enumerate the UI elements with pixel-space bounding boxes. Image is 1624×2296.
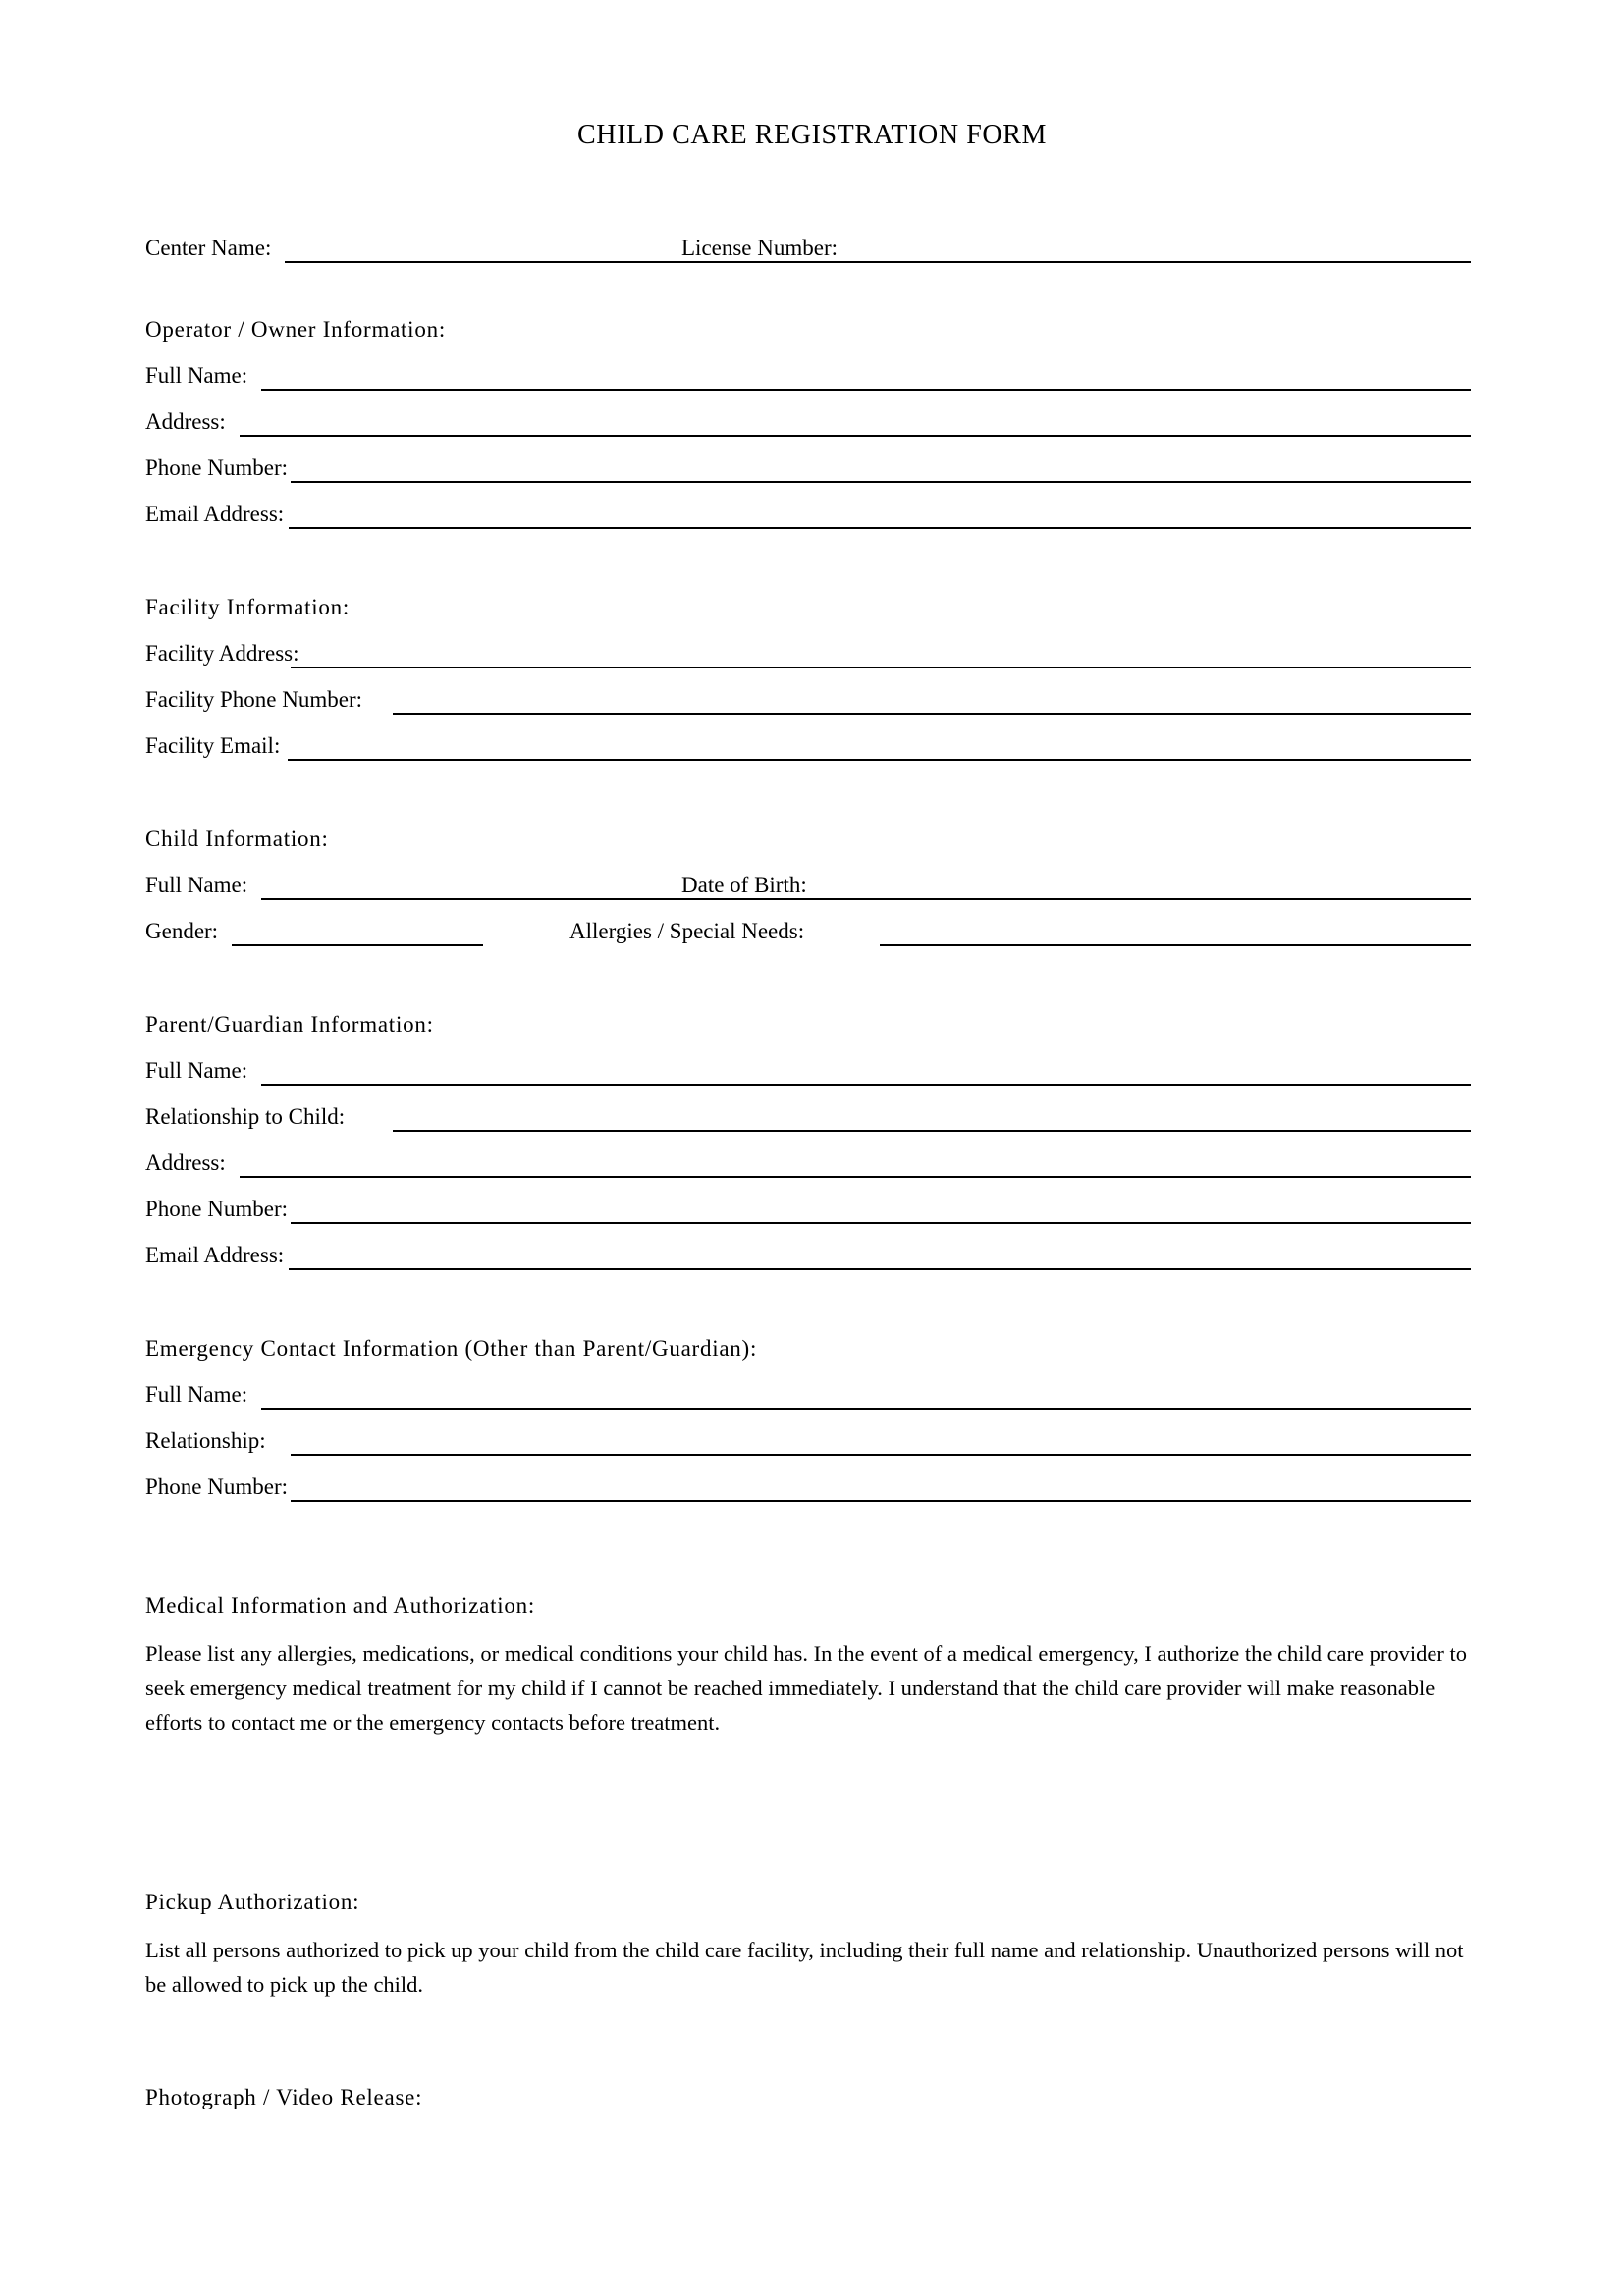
emergency-relationship-label: Relationship: bbox=[145, 1428, 266, 1453]
emergency-full-name-label: Full Name: bbox=[145, 1382, 248, 1407]
row-parent-relationship bbox=[145, 1104, 1471, 1138]
parent-address-input-line[interactable] bbox=[240, 1176, 1471, 1178]
facility-address-label: Facility Address: bbox=[145, 641, 299, 666]
operator-address-label: Address: bbox=[145, 409, 226, 434]
medical-authorization-paragraph: Please list any allergies, medications, or medical conditions your child has. In the event of a medical emergency, I authorize the child care provider to seek emergency medical treatment for my child if I cannot be reached immediately. I understand that the child care provider will make reasonable efforts to contact me or the emergency contacts before treatment. bbox=[145, 1641, 1468, 1735]
row-operator-phone bbox=[145, 455, 1471, 489]
row-parent-phone bbox=[145, 1197, 1471, 1230]
parent-relationship-label: Relationship to Child: bbox=[145, 1104, 346, 1129]
row-parent-email bbox=[145, 1243, 1471, 1276]
emergency-phone-input-line[interactable] bbox=[291, 1500, 1471, 1502]
center-name-input-line[interactable] bbox=[285, 261, 1471, 263]
child-allergies-label: Allergies / Special Needs: bbox=[569, 919, 805, 943]
facility-phone-input-line[interactable] bbox=[393, 713, 1471, 715]
parent-full-name-input-line[interactable] bbox=[261, 1084, 1471, 1086]
child-gender-input-line[interactable] bbox=[232, 944, 483, 946]
section-heading-photo-release: Photograph / Video Release: bbox=[145, 2085, 423, 2109]
child-full-name-input-line[interactable] bbox=[261, 898, 1471, 900]
row-operator-email bbox=[145, 502, 1471, 535]
parent-address-label: Address: bbox=[145, 1150, 226, 1175]
operator-phone-input-line[interactable] bbox=[291, 481, 1471, 483]
emergency-phone-label: Phone Number: bbox=[145, 1474, 289, 1499]
operator-phone-label: Phone Number: bbox=[145, 455, 289, 480]
operator-address-input-line[interactable] bbox=[240, 435, 1471, 437]
facility-phone-label: Facility Phone Number: bbox=[145, 687, 363, 712]
operator-email-input-line[interactable] bbox=[289, 527, 1471, 529]
operator-full-name-label: Full Name: bbox=[145, 363, 248, 388]
section-heading-child: Child Information: bbox=[145, 827, 329, 851]
parent-full-name-label: Full Name: bbox=[145, 1058, 248, 1083]
row-emergency-full-name bbox=[145, 1382, 1471, 1415]
row-child-name-dob bbox=[145, 873, 1471, 906]
row-emergency-phone bbox=[145, 1474, 1471, 1508]
section-heading-pickup: Pickup Authorization: bbox=[145, 1890, 360, 1914]
row-parent-address bbox=[145, 1150, 1471, 1184]
emergency-full-name-input-line[interactable] bbox=[261, 1408, 1471, 1410]
parent-email-input-line[interactable] bbox=[289, 1268, 1471, 1270]
facility-address-input-line[interactable] bbox=[291, 667, 1471, 668]
child-allergies-input-line[interactable] bbox=[880, 944, 1471, 946]
row-operator-full-name bbox=[145, 363, 1471, 397]
section-heading-emergency: Emergency Contact Information (Other than Parent/Guardian): bbox=[145, 1336, 758, 1361]
child-dob-label: Date of Birth: bbox=[677, 873, 811, 898]
parent-phone-label: Phone Number: bbox=[145, 1197, 289, 1221]
row-facility-address bbox=[145, 641, 1471, 674]
child-full-name-label: Full Name: bbox=[145, 873, 248, 897]
section-heading-medical: Medical Information and Authorization: bbox=[145, 1593, 536, 1618]
child-gender-label: Gender: bbox=[145, 919, 219, 943]
row-parent-full-name bbox=[145, 1058, 1471, 1092]
row-child-gender-allergies bbox=[145, 919, 1471, 952]
row-facility-phone bbox=[145, 687, 1471, 721]
section-heading-facility: Facility Information: bbox=[145, 595, 351, 619]
parent-relationship-input-line[interactable] bbox=[393, 1130, 1471, 1132]
row-emergency-relationship bbox=[145, 1428, 1471, 1462]
facility-email-input-line[interactable] bbox=[288, 759, 1471, 761]
operator-email-label: Email Address: bbox=[145, 502, 285, 526]
section-heading-operator: Operator / Owner Information: bbox=[145, 317, 446, 342]
center-name-label: Center Name: bbox=[145, 236, 272, 260]
operator-full-name-input-line[interactable] bbox=[261, 389, 1471, 391]
section-heading-parent: Parent/Guardian Information: bbox=[145, 1012, 434, 1037]
pickup-authorization-paragraph: List all persons authorized to pick up your child from the child care facility, including their full name and relationship. Unauthorized persons will not be allowed to pick up the child. bbox=[145, 1938, 1464, 1997]
row-center-name bbox=[145, 236, 1471, 269]
license-number-label: License Number: bbox=[677, 236, 841, 261]
row-facility-email bbox=[145, 733, 1471, 767]
emergency-relationship-input-line[interactable] bbox=[291, 1454, 1471, 1456]
parent-email-label: Email Address: bbox=[145, 1243, 285, 1267]
row-operator-address bbox=[145, 409, 1471, 443]
facility-email-label: Facility Email: bbox=[145, 733, 281, 758]
page-title: CHILD CARE REGISTRATION FORM bbox=[576, 120, 1048, 150]
parent-phone-input-line[interactable] bbox=[291, 1222, 1471, 1224]
